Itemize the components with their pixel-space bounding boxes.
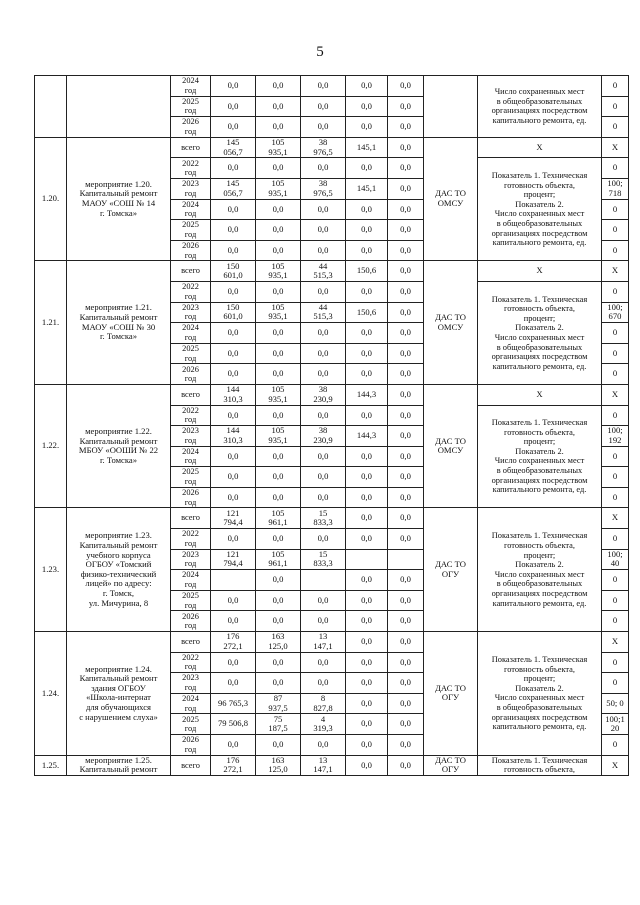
funding-extra: 0,0 — [388, 281, 424, 302]
year-cell: 2024 год — [171, 570, 211, 591]
indicator-value: 0 — [602, 96, 629, 117]
measure-name — [67, 76, 171, 138]
funding-extra: 0,0 — [388, 261, 424, 282]
funding-local: 0,0 — [346, 590, 388, 611]
year-cell: 2025 год — [171, 343, 211, 364]
indicator-text: Число сохраненных мест в общеобразовательных организациях посредством капитального ремонта, ед. — [478, 76, 602, 138]
funding-total: 121 794,4 — [211, 549, 256, 570]
funding-local: 144,3 — [346, 384, 388, 405]
measure-name: мероприятие 1.25. Капитальный ремонт — [67, 755, 171, 776]
funding-extra: 0,0 — [388, 76, 424, 97]
funding-total: 0,0 — [211, 96, 256, 117]
funding-local: 0,0 — [346, 693, 388, 714]
funding-local: 145,1 — [346, 178, 388, 199]
funding-extra: 0,0 — [388, 590, 424, 611]
indicator-value: X — [602, 261, 629, 282]
measure-name: мероприятие 1.20. Капитальный ремонт МАОУ «СОШ № 14 г. Томска» — [67, 137, 171, 261]
funding-local: 0,0 — [346, 529, 388, 550]
year-cell: 2025 год — [171, 96, 211, 117]
funding-local: 0,0 — [346, 652, 388, 673]
funding-total: 0,0 — [211, 405, 256, 426]
funding-federal: 0,0 — [256, 405, 301, 426]
funding-extra: 0,0 — [388, 199, 424, 220]
funding-total: 145 056,7 — [211, 137, 256, 158]
executor-cell — [424, 76, 478, 138]
funding-extra: 0,0 — [388, 673, 424, 694]
funding-total: 0,0 — [211, 364, 256, 385]
funding-regional: 13 147,1 — [301, 755, 346, 776]
funding-local: 0,0 — [346, 405, 388, 426]
funding-regional: 0,0 — [301, 487, 346, 508]
funding-regional: 38 976,5 — [301, 178, 346, 199]
funding-regional: 0,0 — [301, 117, 346, 138]
funding-total: 0,0 — [211, 529, 256, 550]
measure-number: 1.23. — [35, 508, 67, 632]
year-cell: всего — [171, 632, 211, 653]
funding-regional: 0,0 — [301, 158, 346, 179]
measure-number: 1.24. — [35, 632, 67, 756]
funding-local: 0,0 — [346, 487, 388, 508]
funding-regional: 15 833,3 — [301, 508, 346, 529]
year-cell: 2022 год — [171, 529, 211, 550]
indicator-value: 0 — [602, 467, 629, 488]
funding-total: 0,0 — [211, 220, 256, 241]
year-cell: всего — [171, 261, 211, 282]
funding-federal: 0,0 — [256, 570, 301, 591]
funding-federal: 0,0 — [256, 281, 301, 302]
indicator-value: 50; 0 — [602, 693, 629, 714]
indicator-value: 0 — [602, 220, 629, 241]
year-cell: 2023 год — [171, 426, 211, 447]
year-cell: 2024 год — [171, 76, 211, 97]
funding-local: 0,0 — [346, 467, 388, 488]
funding-federal: 105 935,1 — [256, 384, 301, 405]
indicator-value: 0 — [602, 199, 629, 220]
funding-local: 0,0 — [346, 755, 388, 776]
indicator-value: X — [602, 632, 629, 653]
funding-federal: 105 935,1 — [256, 302, 301, 323]
indicator-value: 0 — [602, 117, 629, 138]
indicator-mark: X — [478, 384, 602, 405]
table-row — [35, 632, 629, 653]
funding-extra: 0,0 — [388, 714, 424, 735]
funding-federal: 75 187,5 — [256, 714, 301, 735]
executor-cell: ДАС ТО ОМСУ — [424, 137, 478, 261]
indicator-value: 0 — [602, 652, 629, 673]
indicator-value: 0 — [602, 323, 629, 344]
funding-extra: 0,0 — [388, 693, 424, 714]
indicator-value: 0 — [602, 158, 629, 179]
funding-federal: 0,0 — [256, 735, 301, 756]
year-cell: 2022 год — [171, 281, 211, 302]
funding-extra: 0,0 — [388, 158, 424, 179]
indicator-value: 0 — [602, 281, 629, 302]
funding-local: 150,6 — [346, 261, 388, 282]
funding-regional: 0,0 — [301, 467, 346, 488]
measure-name: мероприятие 1.23. Капитальный ремонт учебного корпуса ОГБОУ «Томский физико-технический лицей» по адресу: г. Томск, ул. Мичурина, 8 — [67, 508, 171, 632]
funding-federal: 0,0 — [256, 487, 301, 508]
indicator-value: 100; 670 — [602, 302, 629, 323]
funding-total: 145 056,7 — [211, 178, 256, 199]
year-cell: 2024 год — [171, 446, 211, 467]
year-cell: 2026 год — [171, 240, 211, 261]
funding-total: 121 794,4 — [211, 508, 256, 529]
year-cell: всего — [171, 508, 211, 529]
funding-extra: 0,0 — [388, 364, 424, 385]
funding-local: 0,0 — [346, 714, 388, 735]
funding-federal: 0,0 — [256, 467, 301, 488]
year-cell: 2025 год — [171, 714, 211, 735]
funding-local: 0,0 — [346, 446, 388, 467]
funding-regional: 0,0 — [301, 343, 346, 364]
table-row — [35, 384, 629, 405]
year-cell: 2023 год — [171, 178, 211, 199]
indicator-value: 0 — [602, 673, 629, 694]
funding-regional: 0,0 — [301, 611, 346, 632]
funding-local: 0,0 — [346, 673, 388, 694]
measure-number: 1.20. — [35, 137, 67, 261]
indicator-value: 0 — [602, 590, 629, 611]
indicator-text: Показатель 1. Техническая готовность объекта, процент; Показатель 2. Число сохраненных мест в общеобразовательных организациях посредством капитального ремонта, ед. — [478, 632, 602, 756]
measure-number — [35, 76, 67, 138]
funding-total: 0,0 — [211, 611, 256, 632]
funding-regional: 0,0 — [301, 281, 346, 302]
indicator-value: 100; 718 — [602, 178, 629, 199]
funding-regional: 38 976,5 — [301, 137, 346, 158]
funding-extra: 0,0 — [388, 735, 424, 756]
funding-extra: 0,0 — [388, 117, 424, 138]
funding-extra: 0,0 — [388, 755, 424, 776]
funding-federal: 0,0 — [256, 76, 301, 97]
funding-total: 0,0 — [211, 343, 256, 364]
funding-regional — [301, 570, 346, 591]
funding-regional: 15 833,3 — [301, 549, 346, 570]
indicator-mark: X — [478, 261, 602, 282]
funding-federal: 0,0 — [256, 117, 301, 138]
indicator-text: Показатель 1. Техническая готовность объекта, процент; Показатель 2. Число сохраненных мест в общеобразовательных организациях посредством капитального ремонта, ед. — [478, 405, 602, 508]
funding-extra: 0,0 — [388, 467, 424, 488]
indicator-text: Показатель 1. Техническая готовность объекта, процент; Показатель 2. Число сохраненных мест в общеобразовательных организациях посредством капитального ремонта, ед. — [478, 508, 602, 632]
funding-total: 0,0 — [211, 446, 256, 467]
funding-local: 145,1 — [346, 137, 388, 158]
indicator-value: 0 — [602, 446, 629, 467]
funding-federal: 0,0 — [256, 323, 301, 344]
funding-total: 0,0 — [211, 323, 256, 344]
funding-regional: 0,0 — [301, 446, 346, 467]
funding-regional: 44 515,3 — [301, 302, 346, 323]
funding-extra: 0,0 — [388, 178, 424, 199]
funding-extra: 0,0 — [388, 508, 424, 529]
funding-local: 0,0 — [346, 76, 388, 97]
year-cell: 2025 год — [171, 590, 211, 611]
year-cell: 2023 год — [171, 673, 211, 694]
indicator-value: 0 — [602, 240, 629, 261]
funding-local: 0,0 — [346, 508, 388, 529]
funding-extra: 0,0 — [388, 426, 424, 447]
year-cell: всего — [171, 755, 211, 776]
funding-extra: 0,0 — [388, 323, 424, 344]
indicator-text: Показатель 1. Техническая готовность объекта, процент; Показатель 2. Число сохраненных мест в общеобразовательных организациях посредством капитального ремонта, ед. — [478, 281, 602, 384]
indicator-value: 0 — [602, 529, 629, 550]
funding-regional: 0,0 — [301, 199, 346, 220]
funding-extra: 0,0 — [388, 240, 424, 261]
executor-cell: ДАС ТО ОГУ — [424, 632, 478, 756]
indicator-value: 0 — [602, 405, 629, 426]
funding-extra: 0,0 — [388, 632, 424, 653]
indicator-text: Показатель 1. Техническая готовность объекта, — [478, 755, 602, 776]
year-cell: 2023 год — [171, 302, 211, 323]
funding-extra: 0,0 — [388, 137, 424, 158]
program-table — [34, 75, 629, 776]
year-cell: 2023 год — [171, 549, 211, 570]
measure-number: 1.25. — [35, 755, 67, 776]
funding-local — [346, 549, 388, 570]
page-number: 5 — [316, 44, 324, 60]
measure-name: мероприятие 1.24. Капитальный ремонт здания ОГБОУ «Школа-интернат для обучающихся с нарушением слуха» — [67, 632, 171, 756]
funding-total: 176 272,1 — [211, 755, 256, 776]
table-row — [35, 261, 629, 282]
funding-federal: 0,0 — [256, 673, 301, 694]
funding-local: 150,6 — [346, 302, 388, 323]
funding-local: 0,0 — [346, 735, 388, 756]
funding-local: 0,0 — [346, 220, 388, 241]
funding-total: 176 272,1 — [211, 632, 256, 653]
year-cell: 2022 год — [171, 652, 211, 673]
funding-federal: 105 935,1 — [256, 178, 301, 199]
funding-federal: 0,0 — [256, 364, 301, 385]
funding-regional: 0,0 — [301, 323, 346, 344]
table-row — [35, 76, 629, 97]
funding-local: 0,0 — [346, 323, 388, 344]
indicator-value: 0 — [602, 76, 629, 97]
funding-total: 150 601,0 — [211, 261, 256, 282]
funding-total: 0,0 — [211, 158, 256, 179]
funding-federal: 0,0 — [256, 199, 301, 220]
year-cell: 2025 год — [171, 467, 211, 488]
funding-federal: 163 125,0 — [256, 632, 301, 653]
indicator-value: 0 — [602, 343, 629, 364]
funding-federal: 0,0 — [256, 611, 301, 632]
funding-regional: 0,0 — [301, 673, 346, 694]
funding-regional: 4 319,3 — [301, 714, 346, 735]
funding-local: 0,0 — [346, 570, 388, 591]
indicator-text: Показатель 1. Техническая готовность объекта, процент; Показатель 2. Число сохраненных мест в общеобразовательных организациях посредством капитального ремонта, ед. — [478, 158, 602, 261]
funding-regional: 38 230,9 — [301, 426, 346, 447]
funding-extra: 0,0 — [388, 529, 424, 550]
funding-federal: 0,0 — [256, 652, 301, 673]
funding-total: 0,0 — [211, 735, 256, 756]
funding-extra: 0,0 — [388, 446, 424, 467]
funding-regional: 0,0 — [301, 590, 346, 611]
measure-number: 1.22. — [35, 384, 67, 508]
indicator-value: 0 — [602, 611, 629, 632]
year-cell: 2022 год — [171, 158, 211, 179]
funding-total: 0,0 — [211, 281, 256, 302]
measure-name: мероприятие 1.21. Капитальный ремонт МАОУ «СОШ № 30 г. Томска» — [67, 261, 171, 385]
funding-federal: 0,0 — [256, 158, 301, 179]
funding-regional: 0,0 — [301, 735, 346, 756]
funding-federal: 0,0 — [256, 240, 301, 261]
funding-regional: 0,0 — [301, 652, 346, 673]
funding-total: 0,0 — [211, 199, 256, 220]
funding-total: 79 506,8 — [211, 714, 256, 735]
funding-regional: 0,0 — [301, 364, 346, 385]
year-cell: 2024 год — [171, 199, 211, 220]
year-cell: 2024 год — [171, 693, 211, 714]
funding-federal: 0,0 — [256, 220, 301, 241]
funding-local: 0,0 — [346, 96, 388, 117]
indicator-value: 0 — [602, 735, 629, 756]
funding-local: 0,0 — [346, 199, 388, 220]
funding-federal: 163 125,0 — [256, 755, 301, 776]
funding-total: 0,0 — [211, 673, 256, 694]
year-cell: 2022 год — [171, 405, 211, 426]
funding-regional: 13 147,1 — [301, 632, 346, 653]
indicator-value: X — [602, 508, 629, 529]
table-row — [35, 755, 629, 776]
funding-extra: 0,0 — [388, 220, 424, 241]
funding-regional: 0,0 — [301, 76, 346, 97]
indicator-mark: X — [478, 137, 602, 158]
funding-local: 0,0 — [346, 158, 388, 179]
funding-regional: 44 515,3 — [301, 261, 346, 282]
funding-regional: 8 827,8 — [301, 693, 346, 714]
funding-total: 0,0 — [211, 240, 256, 261]
indicator-value: X — [602, 755, 629, 776]
funding-local: 0,0 — [346, 611, 388, 632]
funding-local: 0,0 — [346, 240, 388, 261]
year-cell: всего — [171, 384, 211, 405]
funding-total — [211, 570, 256, 591]
funding-extra — [388, 549, 424, 570]
executor-cell: ДАС ТО ОМСУ — [424, 261, 478, 385]
funding-local: 0,0 — [346, 343, 388, 364]
funding-federal: 0,0 — [256, 96, 301, 117]
funding-federal: 0,0 — [256, 343, 301, 364]
indicator-value: 0 — [602, 364, 629, 385]
indicator-value: 100; 192 — [602, 426, 629, 447]
funding-extra: 0,0 — [388, 487, 424, 508]
funding-extra: 0,0 — [388, 302, 424, 323]
indicator-value: X — [602, 384, 629, 405]
funding-total: 96 765,3 — [211, 693, 256, 714]
measure-name: мероприятие 1.22. Капитальный ремонт МБОУ «ООШИ № 22 г. Томска» — [67, 384, 171, 508]
funding-total: 0,0 — [211, 652, 256, 673]
funding-regional: 0,0 — [301, 529, 346, 550]
funding-total: 0,0 — [211, 76, 256, 97]
funding-regional: 0,0 — [301, 96, 346, 117]
year-cell: 2024 год — [171, 323, 211, 344]
funding-total: 144 310,3 — [211, 426, 256, 447]
funding-federal: 105 961,1 — [256, 508, 301, 529]
funding-total: 0,0 — [211, 117, 256, 138]
funding-federal: 0,0 — [256, 446, 301, 467]
funding-federal: 87 937,5 — [256, 693, 301, 714]
year-cell: 2026 год — [171, 364, 211, 385]
funding-federal: 105 935,1 — [256, 426, 301, 447]
funding-local: 0,0 — [346, 632, 388, 653]
measure-number: 1.21. — [35, 261, 67, 385]
year-cell: 2026 год — [171, 117, 211, 138]
funding-local: 0,0 — [346, 281, 388, 302]
funding-federal: 0,0 — [256, 590, 301, 611]
funding-total: 0,0 — [211, 590, 256, 611]
executor-cell: ДАС ТО ОМСУ — [424, 384, 478, 508]
funding-extra: 0,0 — [388, 343, 424, 364]
funding-regional: 38 230,9 — [301, 384, 346, 405]
funding-regional: 0,0 — [301, 240, 346, 261]
year-cell: 2026 год — [171, 611, 211, 632]
funding-local: 0,0 — [346, 117, 388, 138]
funding-total: 0,0 — [211, 487, 256, 508]
funding-total: 150 601,0 — [211, 302, 256, 323]
year-cell: 2025 год — [171, 220, 211, 241]
funding-extra: 0,0 — [388, 384, 424, 405]
indicator-value: 0 — [602, 487, 629, 508]
funding-regional: 0,0 — [301, 405, 346, 426]
year-cell: 2026 год — [171, 735, 211, 756]
executor-cell: ДАС ТО ОГУ — [424, 755, 478, 776]
year-cell: 2026 год — [171, 487, 211, 508]
funding-federal: 105 935,1 — [256, 261, 301, 282]
funding-extra: 0,0 — [388, 405, 424, 426]
funding-federal: 0,0 — [256, 529, 301, 550]
table-row — [35, 137, 629, 158]
year-cell: всего — [171, 137, 211, 158]
table-row — [35, 508, 629, 529]
funding-total: 144 310,3 — [211, 384, 256, 405]
funding-extra: 0,0 — [388, 96, 424, 117]
indicator-value: 0 — [602, 570, 629, 591]
funding-local: 0,0 — [346, 364, 388, 385]
indicator-value: 100; 40 — [602, 549, 629, 570]
funding-federal: 105 935,1 — [256, 137, 301, 158]
funding-extra: 0,0 — [388, 611, 424, 632]
funding-extra: 0,0 — [388, 570, 424, 591]
indicator-value: 100;1 20 — [602, 714, 629, 735]
funding-total: 0,0 — [211, 467, 256, 488]
funding-regional: 0,0 — [301, 220, 346, 241]
executor-cell: ДАС ТО ОГУ — [424, 508, 478, 632]
indicator-value: X — [602, 137, 629, 158]
funding-local: 144,3 — [346, 426, 388, 447]
funding-federal: 105 961,1 — [256, 549, 301, 570]
funding-extra: 0,0 — [388, 652, 424, 673]
